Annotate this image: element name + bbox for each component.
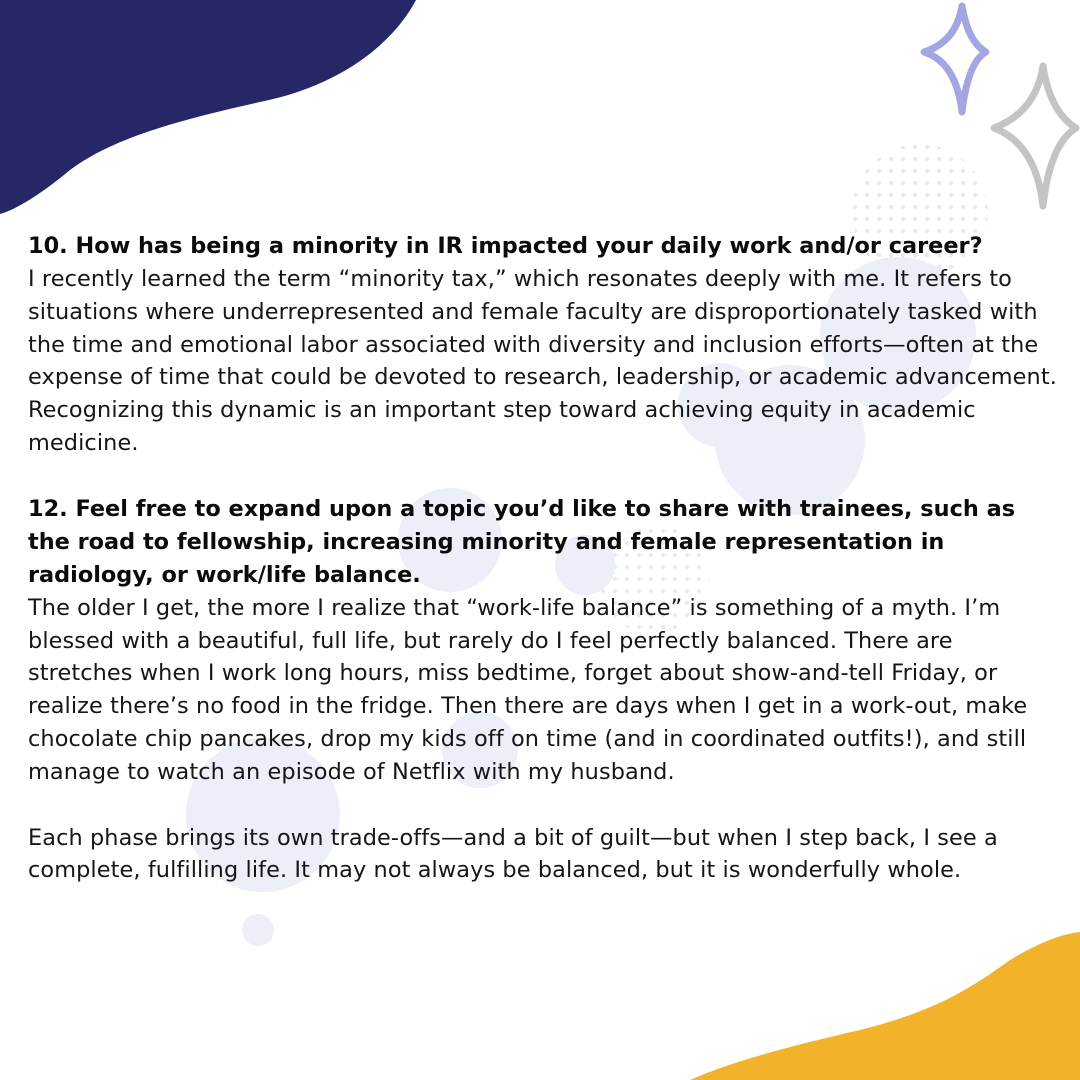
section-spacer <box>28 460 1058 493</box>
answer-12-paragraph-2: Each phase brings its own trade-offs—and a bit of guilt—but when I step back, I see a complete, fulfilling life. It may not always be balanced, but it is wonderfully whole. <box>28 824 998 884</box>
yellow-corner-blob <box>690 932 1080 1080</box>
answer-10-paragraph: I recently learned the term “minority tax,” which resonates deeply with me. It refers to situations where underrepresented and female faculty are disproportionately tasked with the time and emotional labor associated with diversity and inclusion efforts—often at the expense of time that could be devoted to research, leadership, or academic advancement. Recognizing this dynamic is an important step toward achieving equity in academic medicine. <box>28 266 1057 456</box>
answer-12-paragraph-1: The older I get, the more I realize that “work-life balance” is something of a myth. I’m blessed with a beautiful, full life, but rarely do I feel perfectly balanced. There are stretches when I work long hours, miss bedtime, forget about show-and-tell Friday, or realize there’s no food in the fridge. Then there are days when I get in a work-out, make chocolate chip pancakes, drop my kids off on time (and in coordinated outfits!), and still manage to watch an episode of Netflix with my husband. <box>28 594 1028 785</box>
sparkle-gray-icon <box>994 66 1076 206</box>
question-12-heading: 12. Feel free to expand upon a topic you’d like to share with trainees, such as the road to fellowship, increasing minority and female representation in radiology, or work/life balance. <box>28 495 1016 588</box>
paragraph-spacer <box>28 789 1058 822</box>
qa-section-12 <box>28 493 1058 887</box>
qa-content <box>28 230 1058 887</box>
bubble <box>242 914 274 946</box>
qa-section-10 <box>28 230 1058 460</box>
sparkle-purple-icon <box>924 6 986 112</box>
navy-corner-blob <box>0 0 416 214</box>
question-10-heading: 10. How has being a minority in IR impacted your daily work and/or career? <box>28 233 983 259</box>
